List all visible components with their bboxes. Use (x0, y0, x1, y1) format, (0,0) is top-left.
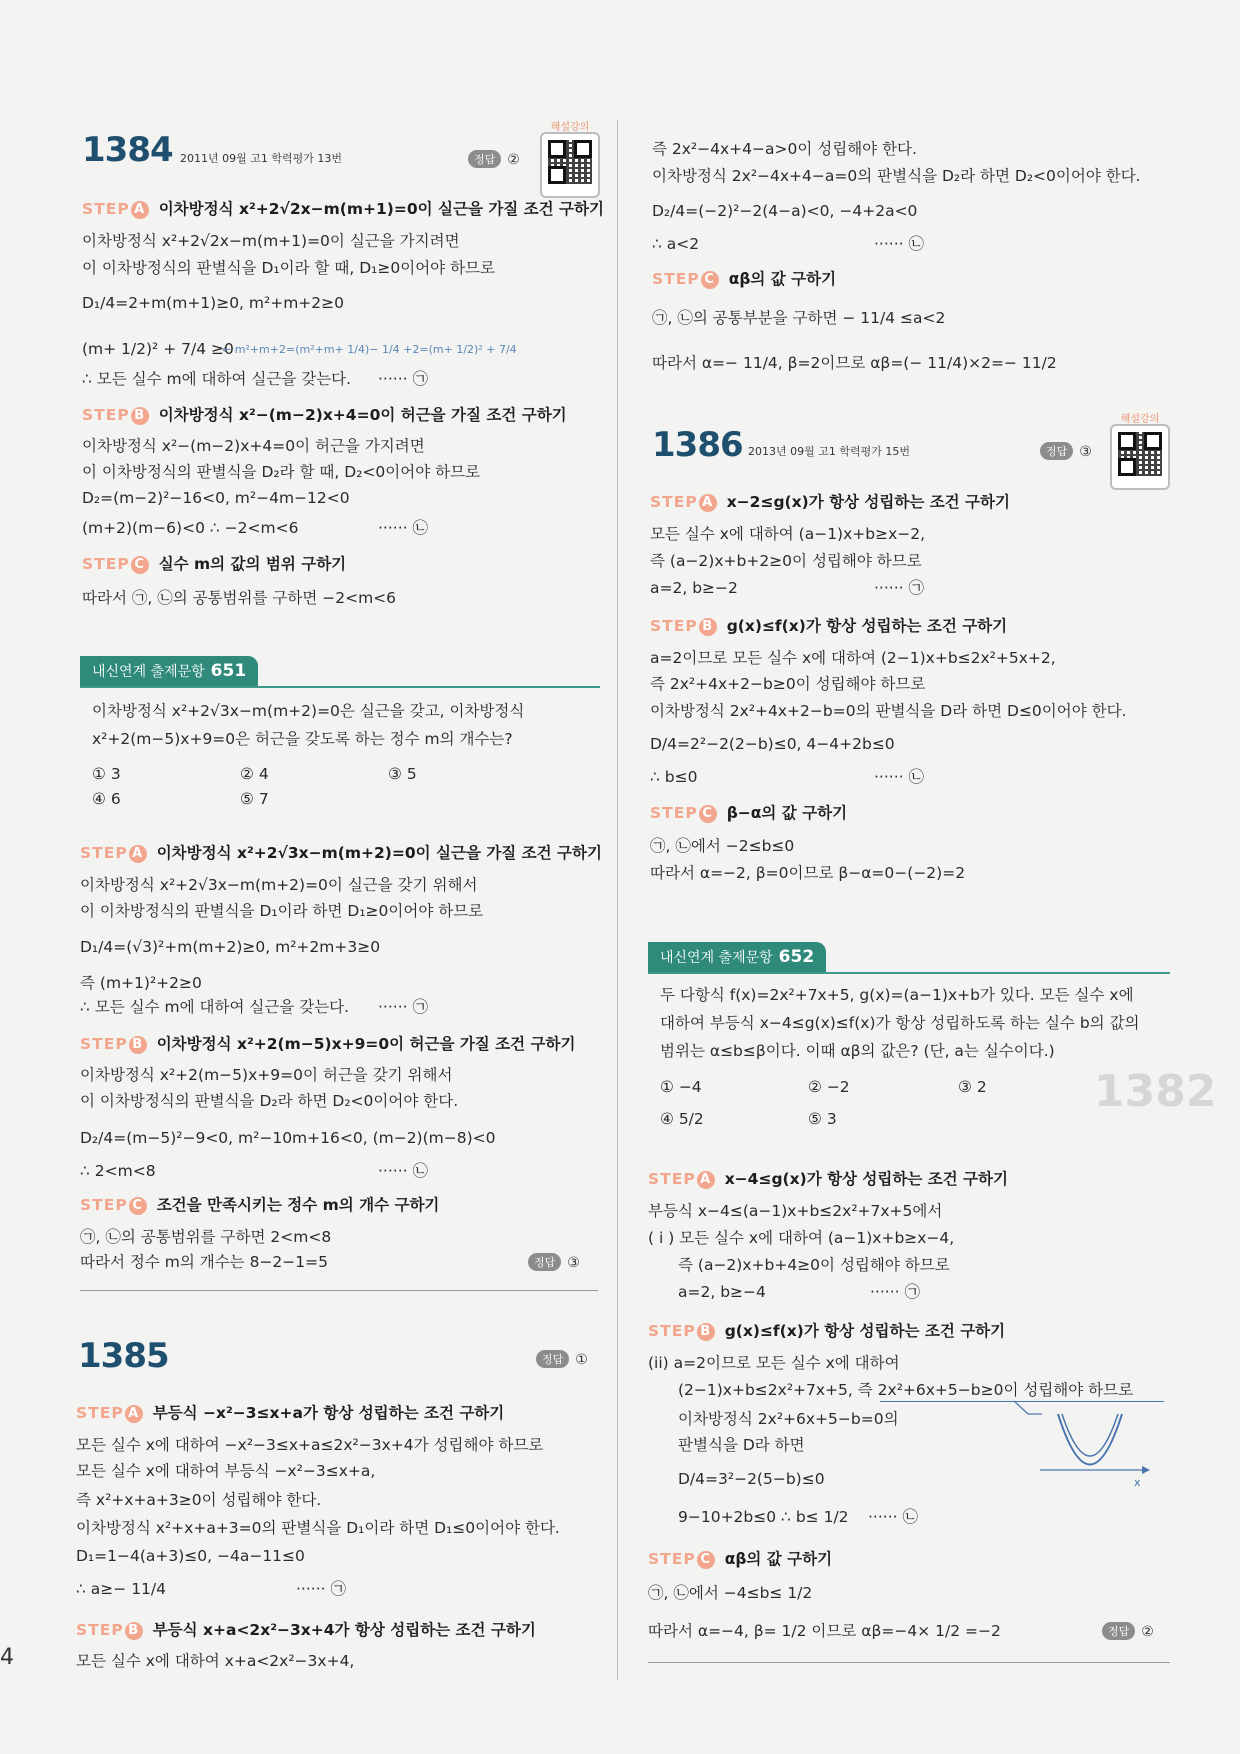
step-b-heading: STEP B g(x)≤f(x)가 항상 성립하는 조건 구하기 (648, 1322, 1006, 1340)
completing-square-note: ← m²+m+2=(m²+m+ 1/4)− 1/4 +2=(m+ 1/2)² + 7/4 (222, 343, 517, 356)
solution-line: 부등식 x−4≤(a−1)x+b≤2x²+7x+5에서 (648, 1202, 943, 1220)
solution-line: (ii) a=2이므로 모든 실수 x에 대하여 (648, 1354, 900, 1372)
question-text: 대하여 부등식 x−4≤g(x)≤f(x)가 항상 성립하도록 하는 실수 b의 값의 (660, 1014, 1140, 1032)
solution-line: 이차방정식 2x²−4x+4−a=0의 판별식을 D₂라 하면 D₂<0이어야 한다. (652, 167, 1141, 185)
choice-3[interactable]: ③ 2 (958, 1078, 987, 1096)
choice-3[interactable]: ③ 5 (388, 765, 417, 783)
solution-line: ㉠, ㉡에서 −2≤b≤0 (650, 837, 795, 855)
solution-line: 모든 실수 x에 대하여 −x²−3≤x+a≤2x²−3x+4가 성립해야 하므로 (76, 1436, 544, 1454)
solution-line: 이차방정식 x²+2√3x−m(m+2)=0이 실근을 갖기 위해서 (80, 876, 478, 894)
choice-2[interactable]: ② 4 (240, 765, 269, 783)
solution-line: (m+2)(m−6)<0 ∴ −2<m<6 (82, 519, 299, 537)
solution-line: 이차방정식 2x²+4x+2−b=0의 판별식을 D라 하면 D≤0이어야 한다. (650, 702, 1127, 720)
solution-line: 모든 실수 x에 대하여 (a−1)x+b≥x−2, (650, 525, 926, 543)
solution-line: ㉠, ㉡의 공통부분을 구하면 − 11/4 ≤a<2 (652, 309, 946, 327)
solution-line: a=2이므로 모든 실수 x에 대하여 (2−1)x+b≤2x²+5x+2, (650, 649, 1056, 667)
step-c-heading: STEP C αβ의 값 구하기 (648, 1550, 833, 1568)
related-problem-header: 내신연계 출제문항 651 (80, 656, 600, 688)
solution-line: 즉 2x²+4x+2−b≥0이 성립해야 하므로 (650, 675, 926, 693)
answer-badge: 정답 ① (536, 1350, 588, 1368)
problem-source: 2011년 09월 고1 학력평가 13번 (180, 152, 342, 165)
equation-mark: ······ ㉠ (870, 1283, 920, 1301)
solution-line: 즉 2x²−4x+4−a>0이 성립해야 한다. (652, 140, 917, 158)
solution-line: a=2, b≥−4 (678, 1283, 766, 1301)
choice-4[interactable]: ④ 5/2 (660, 1110, 704, 1128)
answer-badge: 정답 ② (1102, 1622, 1154, 1640)
equation-mark: ······ ㉡ (874, 235, 924, 253)
choice-5[interactable]: ⑤ 7 (240, 790, 269, 808)
solution-line: D₂/4=(m−5)²−9<0, m²−10m+16<0, (m−2)(m−8)<0 (80, 1129, 496, 1147)
solution-line: D₂=(m−2)²−16<0, m²−4m−12<0 (82, 489, 350, 507)
solution-line: ( i ) 모든 실수 x에 대하여 (a−1)x+b≥x−4, (648, 1229, 955, 1247)
parabola-graph (1010, 1400, 1150, 1490)
watermark: 1382 (1094, 1066, 1217, 1117)
step-c-heading: STEP C αβ의 값 구하기 (652, 270, 837, 288)
solution-line: ㉠, ㉡의 공통범위를 구하면 2<m<8 (80, 1228, 332, 1246)
solution-line: 이 이차방정식의 판별식을 D₁이라 하면 D₁≥0이어야 하므로 (80, 902, 484, 920)
solution-line: a=2, b≥−2 (650, 579, 738, 597)
choice-4[interactable]: ④ 6 (92, 790, 121, 808)
solution-line: 즉 (a−2)x+b+2≥0이 성립해야 하므로 (650, 552, 922, 570)
choice-5[interactable]: ⑤ 3 (808, 1110, 837, 1128)
step-a-heading: STEP A x−4≤g(x)가 항상 성립하는 조건 구하기 (648, 1170, 1008, 1188)
choice-1[interactable]: ① −4 (660, 1078, 702, 1096)
equation-mark: ······ ㉠ (874, 579, 924, 597)
solution-line: ∴ 2<m<8 (80, 1162, 156, 1180)
solution-line: D₂/4=(−2)²−2(4−a)<0, −4+2a<0 (652, 202, 918, 220)
problem-number: 1386 (652, 425, 743, 465)
solution-line: D₁=1−4(a+3)≤0, −4a−11≤0 (76, 1547, 305, 1565)
solution-line: 9−10+2b≤0 ∴ b≤ 1/2 (678, 1508, 849, 1526)
equation-mark: ······ ㉡ (874, 768, 924, 786)
problem-number: 1385 (78, 1336, 169, 1376)
column-separator (617, 120, 618, 1680)
solution-line: 이차방정식 x²+2(m−5)x+9=0이 허근을 갖기 위해서 (80, 1066, 453, 1084)
answer-badge: 정답 ③ (528, 1253, 580, 1271)
solution-line: 즉 x²+x+a+3≥0이 성립해야 한다. (76, 1491, 322, 1509)
qr-label: 해설강의 (1120, 414, 1160, 425)
solution-line: ∴ a≥− 11/4 (76, 1580, 166, 1598)
x-axis-label: x (1134, 1476, 1141, 1489)
qr-code[interactable] (1110, 414, 1170, 490)
solution-line: D/4=3²−2(5−b)≤0 (678, 1470, 825, 1488)
related-problem-header: 내신연계 출제문항 652 (648, 942, 1170, 974)
solution-line: 즉 (m+1)²+2≥0 (80, 974, 202, 992)
problem-number: 1384 (82, 130, 173, 170)
solution-line: 이차방정식 x²+2√2x−m(m+1)=0이 실근을 가지려면 (82, 232, 460, 250)
step-a-heading: STEP A 이차방정식 x²+2√3x−m(m+2)=0이 실근을 가질 조건 구하기 (80, 844, 602, 862)
solution-line: ∴ 모든 실수 m에 대하여 실근을 갖는다. (82, 370, 352, 388)
equation-mark: ······ ㉡ (868, 1508, 918, 1526)
solution-line: 이 이차방정식의 판별식을 D₁이라 할 때, D₁≥0이어야 하므로 (82, 259, 495, 277)
step-b-heading: STEP B 이차방정식 x²+2(m−5)x+9=0이 허근을 가질 조건 구하기 (80, 1035, 576, 1053)
step-b-heading: STEP B 부등식 x+a<2x²−3x+4가 항상 성립하는 조건 구하기 (76, 1621, 536, 1639)
solution-line: (m+ 1/2)² + 7/4 ≥0 (82, 340, 234, 358)
step-c-heading: STEP C 실수 m의 값의 범위 구하기 (82, 555, 347, 573)
section-divider (648, 1662, 1170, 1663)
solution-line: 따라서 α=− 11/4, β=2이므로 αβ=(− 11/4)×2=− 11/2 (652, 354, 1057, 372)
solution-line: 이차방정식 x²−(m−2)x+4=0이 허근을 가지려면 (82, 437, 425, 455)
step-a-heading: STEP A x−2≤g(x)가 항상 성립하는 조건 구하기 (650, 493, 1010, 511)
solution-line: 이 이차방정식의 판별식을 D₂라 할 때, D₂<0이어야 하므로 (82, 463, 481, 481)
solution-line: 모든 실수 x에 대하여 x+a<2x²−3x+4, (76, 1652, 355, 1670)
question-text: 범위는 α≤b≤β이다. 이때 αβ의 값은? (단, a는 실수이다.) (660, 1042, 1055, 1060)
solution-line: ∴ b≤0 (650, 768, 698, 786)
qr-label: 해설강의 (550, 122, 590, 133)
step-b-heading: STEP B 이차방정식 x²−(m−2)x+4=0이 허근을 가질 조건 구하기 (82, 406, 567, 424)
solution-line: D₁/4=(√3)²+m(m+2)≥0, m²+2m+3≥0 (80, 938, 381, 956)
solution-line: 따라서 ㉠, ㉡의 공통범위를 구하면 −2<m<6 (82, 589, 397, 607)
solution-line: 이차방정식 x²+x+a+3=0의 판별식을 D₁이라 하면 D₁≤0이어야 한다. (76, 1519, 560, 1537)
step-c-heading: STEP C 조건을 만족시키는 정수 m의 개수 구하기 (80, 1196, 440, 1214)
solution-line: 따라서 α=−4, β= 1/2 이므로 αβ=−4× 1/2 =−2 (648, 1622, 1001, 1640)
choice-1[interactable]: ① 3 (92, 765, 121, 783)
solution-line: 이차방정식 2x²+6x+5−b=0의 (678, 1410, 899, 1428)
equation-mark: ······ ㉠ (378, 998, 428, 1016)
solution-line: ∴ a<2 (652, 235, 700, 253)
question-text: 이차방정식 x²+2√3x−m(m+2)=0은 실근을 갖고, 이차방정식 (92, 702, 525, 720)
equation-mark: ······ ㉠ (378, 370, 428, 388)
solution-line: ∴ 모든 실수 m에 대하여 실근을 갖는다. (80, 998, 350, 1016)
solution-line: 판별식을 D라 하면 (678, 1436, 805, 1454)
equation-mark: ······ ㉡ (378, 519, 428, 537)
equation-mark: ······ ㉠ (296, 1580, 346, 1598)
choice-2[interactable]: ② −2 (808, 1078, 850, 1096)
step-b-heading: STEP B g(x)≤f(x)가 항상 성립하는 조건 구하기 (650, 617, 1008, 635)
problem-source: 2013년 09월 고1 학력평가 15번 (748, 445, 910, 458)
step-c-heading: STEP C β−α의 값 구하기 (650, 804, 848, 822)
step-a-heading: STEP A 부등식 −x²−3≤x+a가 항상 성립하는 조건 구하기 (76, 1404, 505, 1422)
solution-line: 이 이차방정식의 판별식을 D₂라 하면 D₂<0이어야 한다. (80, 1092, 459, 1110)
solution-line: (2−1)x+b≤2x²+7x+5, 즉 2x²+6x+5−b≥0이 성립해야 하므로 (678, 1381, 1134, 1399)
answer-badge: 정답 ③ (1040, 442, 1092, 460)
solution-line: 즉 (a−2)x+b+4≥0이 성립해야 하므로 (678, 1256, 950, 1274)
solution-line: D₁/4=2+m(m+1)≥0, m²+m+2≥0 (82, 294, 345, 312)
solution-line: D/4=2²−2(2−b)≤0, 4−4+2b≤0 (650, 735, 895, 753)
equation-mark: ······ ㉡ (378, 1162, 428, 1180)
question-text: x²+2(m−5)x+9=0은 허근을 갖도록 하는 정수 m의 개수는? (92, 730, 513, 748)
question-text: 두 다항식 f(x)=2x²+7x+5, g(x)=(a−1)x+b가 있다. 모든 실수 x에 (660, 986, 1134, 1004)
answer-badge: 정답 ② (468, 150, 520, 168)
qr-code[interactable] (540, 122, 600, 198)
solution-line: 모든 실수 x에 대하여 부등식 −x²−3≤x+a, (76, 1462, 376, 1480)
solution-line: 따라서 α=−2, β=0이므로 β−α=0−(−2)=2 (650, 864, 966, 882)
section-divider (80, 1290, 598, 1291)
solution-line: 따라서 정수 m의 개수는 8−2−1=5 (80, 1253, 328, 1271)
page-number: 4 (0, 1645, 14, 1670)
step-a-heading: STEP A 이차방정식 x²+2√2x−m(m+1)=0이 실근을 가질 조건 구하기 (82, 200, 604, 218)
solution-line: ㉠, ㉡에서 −4≤b≤ 1/2 (648, 1584, 813, 1602)
